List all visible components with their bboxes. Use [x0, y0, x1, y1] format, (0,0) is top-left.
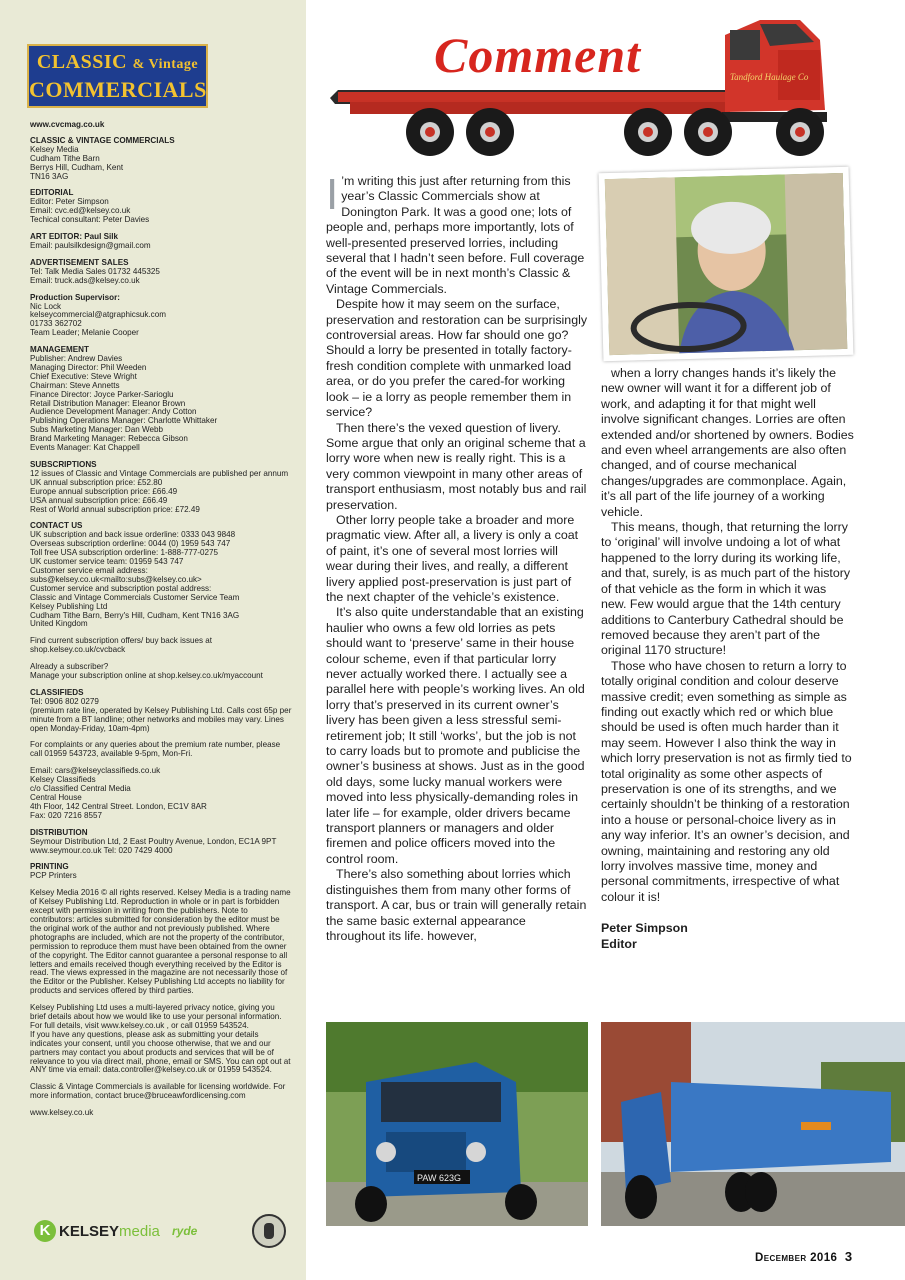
sidebar-block — [30, 233, 292, 251]
sidebar-block-title: EDITORIAL — [30, 188, 74, 198]
roundel-logo-icon — [252, 1214, 286, 1248]
article-column-2 — [601, 366, 855, 952]
sidebar-block — [30, 741, 292, 759]
sidebar-block-title: ART EDITOR: Paul Silk — [30, 232, 118, 242]
page-footer — [755, 1249, 853, 1264]
sidebar-block-line: If you have any questions, please ask as submitting your details indicates your consent, until you choose otherwise, that we and our partners may contact you about products and services that will be of relevance to you via direct mail, phone, email or SMS. You can opt out at ANY time via email: data.controller@kelsey.co.uk or 01959 543524. — [30, 1029, 291, 1075]
article-paragraph: It’s also quite understandable that an existing haulier who owns a few old lorries as pets should want to ‘preserve’ same in their house colour scheme, even if that particular lorry never actually worked there. I actually see a parallel here with people’s working lives. An old lorry that’s preserved in its current owner’s livery has been given a less stressful semi-retirement job; It still ‘works’, but the job is not to carry loads but to promote and publicise the owner’s business at shows. Just as in the good old days, some lucky manual workers were moved into less physically-demanding roles in later life – for example, older drivers became transport planners or managers and older firemen and police officers moved into the control room. — [326, 605, 585, 866]
sidebar-block-line: Europe annual subscription price: £66.49 — [30, 486, 178, 496]
masthead-logo[interactable] — [27, 44, 208, 108]
sidebar-block-line: Seymour Distribution Ltd, 2 East Poultry Avenue, London, EC1A 9PT — [30, 836, 277, 846]
sidebar-block-line: Team Leader; Melanie Cooper — [30, 328, 139, 338]
kelsey-media-word: media — [119, 1222, 160, 1240]
sidebar-block-line: Kelsey Publishing Ltd uses a multi-layered privacy notice, giving you brief details about how we would like to use your personal information. For full details, visit www.kelsey.co.uk , or call 01959 543524. — [30, 1003, 282, 1030]
article-paragraph: This means, though, that returning the lorry to ‘original’ will involve undoing a lot of what happened to the lorry during its working life, and that, surely, is as much part of the history of that vehicle as the form in which it was new. Few would argue that the 14th century additions to Canterbury Cathedral should be removed because they aren’t part of the original 1170 structure! — [601, 520, 851, 658]
sidebar-block-line: USA annual subscription price: £66.49 — [30, 495, 168, 505]
sidebar-block-title: CONTACT US — [30, 521, 83, 531]
sidebar-blocks — [30, 137, 292, 1118]
sidebar-block-line: PCP Printers — [30, 871, 77, 881]
sidebar-block — [30, 1109, 292, 1118]
sidebar-block-line: Audience Development Manager: Andy Cotton — [30, 407, 197, 417]
sidebar-block-line: Cudham Tithe Barn, Berry's Hill, Cudham, Kent TN16 3AG — [30, 610, 240, 620]
kelsey-k-icon: K — [34, 1220, 56, 1242]
sidebar-block-line: Editor: Peter Simpson — [30, 197, 109, 207]
masthead-line2: COMMERCIALS — [29, 77, 207, 102]
article-paragraph: Then there’s the vexed question of livery. Some argue that only an original scheme that a lorry wore when new is really right. This is a very common viewpoint in many other areas of transport enthusiasm, most notably bus and rail preservation. — [326, 420, 587, 512]
sidebar-block-line: Customer service email address: subs@kelsey.co.uk<mailto:subs@kelsey.co.uk> — [30, 565, 202, 584]
sidebar-block-line: Tel: 0906 802 0279 — [30, 696, 99, 706]
article-paragraph: Other lorry people take a broader and more pragmatic view. After all, a livery is only a coat of paint, it’s one of several most lorries will wear during their lives, and really, a different livery applied post-preservation is just part of the next chapter of the vehicle’s existence. — [326, 512, 579, 604]
sidebar-block-line: Kelsey Media — [30, 144, 79, 154]
sidebar-block-title: PRINTING — [30, 862, 69, 872]
sidebar-block-line: Brand Marketing Manager: Rebecca Gibson — [30, 434, 188, 444]
sidebar-block-title: DISTRIBUTION — [30, 827, 88, 837]
sidebar-block — [30, 189, 292, 225]
sidebar-block-line: For complaints or any queries about the premium rate number, please call 01959 543723, available 9-5pm, Mon-Fri. — [30, 740, 281, 759]
sidebar-block-line: Email: cars@kelseyclassifieds.co.uk — [30, 766, 161, 776]
sidebar-block-line: Chief Executive: Steve Wright — [30, 371, 137, 381]
comment-heading: Comment — [434, 27, 642, 83]
publisher-logos — [30, 1212, 290, 1252]
page-number: 3 — [844, 1249, 853, 1264]
sidebar-block-line: www.kelsey.co.uk — [30, 1108, 94, 1118]
sidebar-block-line: United Kingdom — [30, 619, 88, 629]
sidebar-block-line: 4th Floor, 142 Central Street. London, EC1V 8AR — [30, 801, 207, 811]
sidebar-block-line: Email: cvc.ed@kelsey.co.uk — [30, 206, 131, 216]
footer-month: December 2016 — [755, 1252, 838, 1264]
sidebar-block-title: SUBSCRIPTIONS — [30, 460, 97, 469]
sidebar-block-title: ADVERTISEMENT SALES — [30, 257, 129, 267]
sidebar-block-line: Cudham Tithe Barn — [30, 153, 100, 163]
sidebar-block — [30, 637, 292, 655]
sidebar-block-line: 12 issues of Classic and Vintage Commercials are published per annum — [30, 468, 289, 478]
sidebar-block-line: Customer service and subscription postal address: — [30, 583, 212, 593]
dropcap: I — [326, 170, 339, 219]
sidebar-block-line: Email: truck.ads@kelsey.co.uk — [30, 275, 140, 285]
sidebar-block — [30, 863, 292, 881]
sidebar-block-line: Publishing Operations Manager: Charlotte Whittaker — [30, 416, 218, 426]
sidebar-text — [30, 121, 292, 1126]
sidebar-block-line: TN16 3AG — [30, 171, 69, 181]
kelsey-word: KELSEY — [59, 1222, 120, 1240]
sidebar-block-line: UK annual subscription price: £52.80 — [30, 477, 163, 487]
sidebar-block-line: Classic and Vintage Commercials Customer Service Team — [30, 592, 240, 602]
sidebar-block-line: Techical consultant: Peter Davies — [30, 215, 150, 225]
sidebar-block-line: Publisher: Andrew Davies — [30, 354, 123, 364]
sidebar-block-line: Fax: 020 7216 8557 — [30, 810, 103, 820]
sidebar-block-line: Tel: Talk Media Sales 01732 445325 — [30, 266, 160, 276]
sidebar-block-line: kelseycommercial@atgraphicsuk.com — [30, 310, 166, 320]
sidebar-url[interactable]: www.cvcmag.co.uk — [30, 120, 105, 129]
sidebar-block-title: CLASSIC & VINTAGE COMMERCIALS — [30, 135, 175, 145]
sidebar-block-line: UK customer service team: 01959 543 747 — [30, 557, 184, 567]
sidebar-block-line: Overseas subscription orderline: 0044 (0) 1959 543 747 — [30, 539, 231, 549]
sidebar-block — [30, 294, 292, 339]
sidebar-block-title: Production Supervisor: — [30, 292, 120, 302]
sidebar-block-line: www.seymour.co.uk Tel: 020 7429 4000 — [30, 845, 173, 855]
signature — [601, 921, 855, 952]
sidebar-block — [30, 259, 292, 286]
sidebar-block-line: Manage your subscription online at shop.kelsey.co.uk/myaccount — [30, 671, 263, 681]
sidebar-block — [30, 346, 292, 453]
sidebar-block — [30, 522, 292, 629]
ryde-logo: ryde — [172, 1224, 198, 1238]
sidebar-block-line: Events Manager: Kat Chappell — [30, 443, 140, 453]
sidebar-block-line: Kelsey Classifieds — [30, 775, 96, 785]
sidebar-block — [30, 137, 292, 182]
article-paragraph: Those who have chosen to return a lorry to totally original condition and colour deserve massive credit; even something as simple as finding out exactly which red or which blue should be used is often much harder than it may seem. However I also think the way in which lorry preservation is not as firmly tied to total originality as some other aspects of preservation is one of its strengths, and we certainly shouldn’t be thinking of a restoration into a house or personal-choice livery as in any way inferior. It’s an owner’s decision, and owning, maintaining and restoring any old lorry involves massive time, money and personal commitments, irrespective of what colour it is! — [601, 658, 852, 904]
article-paragraph: There’s also something about lorries which distinguishes them from many other forms of transport. A car, bus or train will generally retain the same basic external appearance throughout its life. however, — [326, 867, 587, 943]
article-paragraph: ’m writing this just after returning from this year’s Classic Commercials show at Donington Park. It was a good one; lots of people and, perhaps more importantly, lots of well-presented preserved lorries, including several that I hadn’t seen before. Full coverage of the event will be in next month’s Classic & Vintage Commercials. — [326, 174, 585, 296]
sidebar-block-line: Classic & Vintage Commercials is available for licensing worldwide. For more information, contact bruce@bruceawfordlicensing.com — [30, 1082, 286, 1101]
sidebar-block — [30, 829, 292, 856]
sidebar-block-line: Berrys Hill, Cudham, Kent — [30, 162, 124, 172]
article-column-1 — [326, 170, 588, 944]
kelsey-logo — [34, 1220, 160, 1242]
sidebar-block-line: Find current subscription offers/ buy back issues at shop.kelsey.co.uk/cvcback — [30, 636, 213, 655]
sidebar-block-line: Email: paulsilkdesign@gmail.com — [30, 240, 151, 250]
sidebar-block — [30, 767, 292, 820]
sidebar-block-title: MANAGEMENT — [30, 345, 89, 355]
number-plate-text: PAW 623G — [417, 1173, 462, 1183]
signature-role: Editor — [601, 936, 637, 951]
sidebar-block-line: Finance Director: Joyce Parker-Sarioglu — [30, 389, 174, 399]
sidebar-block — [30, 1004, 292, 1075]
sidebar-block-line: 01733 362702 — [30, 319, 82, 329]
sidebar-block-line: (premium rate line, operated by Kelsey Publishing Ltd. Calls cost 65p per minute from a BT landline; other networks and mobiles may vary. Lines open Monday-Friday, 10am-4pm) — [30, 705, 292, 733]
masthead-line1: CLASSIC — [36, 51, 128, 73]
sidebar-block-line: Chairman: Steve Annetts — [30, 380, 120, 390]
sidebar-block-line: Kelsey Publishing Ltd — [30, 601, 108, 611]
sidebar-block-line: Toll free USA subscription orderline: 1-888-777-0275 — [30, 548, 219, 558]
blue-lorry-front-photo — [326, 1022, 588, 1226]
sidebar-block-line: Nic Lock — [30, 301, 62, 311]
sidebar-block-line: Rest of World annual subscription price: £72.49 — [30, 504, 200, 514]
sidebar-block-line: Retail Distribution Manager: Eleanor Brown — [30, 398, 186, 408]
article-paragraph: when a lorry changes hands it’s likely the new owner will want it for a different job of work, and adapting it for that might well involve significant changes. Lorries are often extended and/or shortened by owners. Bodies and even wheel arrangements are also often changed, and of course mechanical changes/upgrades are commonplace. Again, it’s all part of the life journey of a working vehicle. — [601, 366, 854, 519]
masthead-line1-small: & Vintage — [132, 57, 199, 72]
truck-sign-text: Tandford Haulage Co — [730, 72, 809, 82]
sidebar-block-line: Central House — [30, 793, 82, 802]
sidebar-block-line: Already a subscriber? — [30, 662, 109, 672]
sidebar-block-line: Kelsey Media 2016 © all rights reserved. Kelsey Media is a trading name of Kelsey Publishing Ltd. Reproduction in whole or in part is forbidden except with permission in writing from the publishers. Note to contributors: articles submitted for consideration by the editor must be the original work of the author and not previously published. Where photographs are included, which are not the property of the contributor, permission to reproduce them must have been obtained from the owner of the copyright. The Editor cannot guarantee a personal response to all letters and emails received though everything received by the Editor is read. The views expressed in the magazine are not necessarily those of the Editor or the Publisher. Kelsey Publishing Ltd accepts no liability for products and services offered by third parties. — [30, 888, 291, 996]
sidebar-block-line: UK subscription and back issue orderline: 0333 043 9848 — [30, 530, 236, 540]
editor-portrait-photo — [599, 167, 854, 361]
sidebar-block-line: Subs Marketing Manager: Dan Webb — [30, 425, 164, 435]
signature-name: Peter Simpson — [601, 921, 688, 936]
sidebar-block-title: CLASSIFIEDS — [30, 687, 84, 697]
sidebar-block — [30, 461, 292, 514]
blue-tipper-lorry-photo — [601, 1022, 905, 1226]
sidebar-block-line: Managing Director: Phil Weeden — [30, 362, 147, 372]
sidebar-block — [30, 663, 292, 681]
sidebar-block — [30, 889, 292, 996]
sidebar-block-line: c/o Classified Central Media — [30, 784, 131, 794]
sidebar-block — [30, 689, 292, 734]
sidebar-block — [30, 1083, 292, 1101]
article-paragraph: Despite how it may seem on the surface, preservation and restoration can be surprisingly controversial areas. How far should one go? Should a lorry be presented in totally factory-fresh condition complete with unmarked load area, or do you prefer the cared-for working look – ie a lorry as people remember them in service? — [326, 297, 588, 420]
